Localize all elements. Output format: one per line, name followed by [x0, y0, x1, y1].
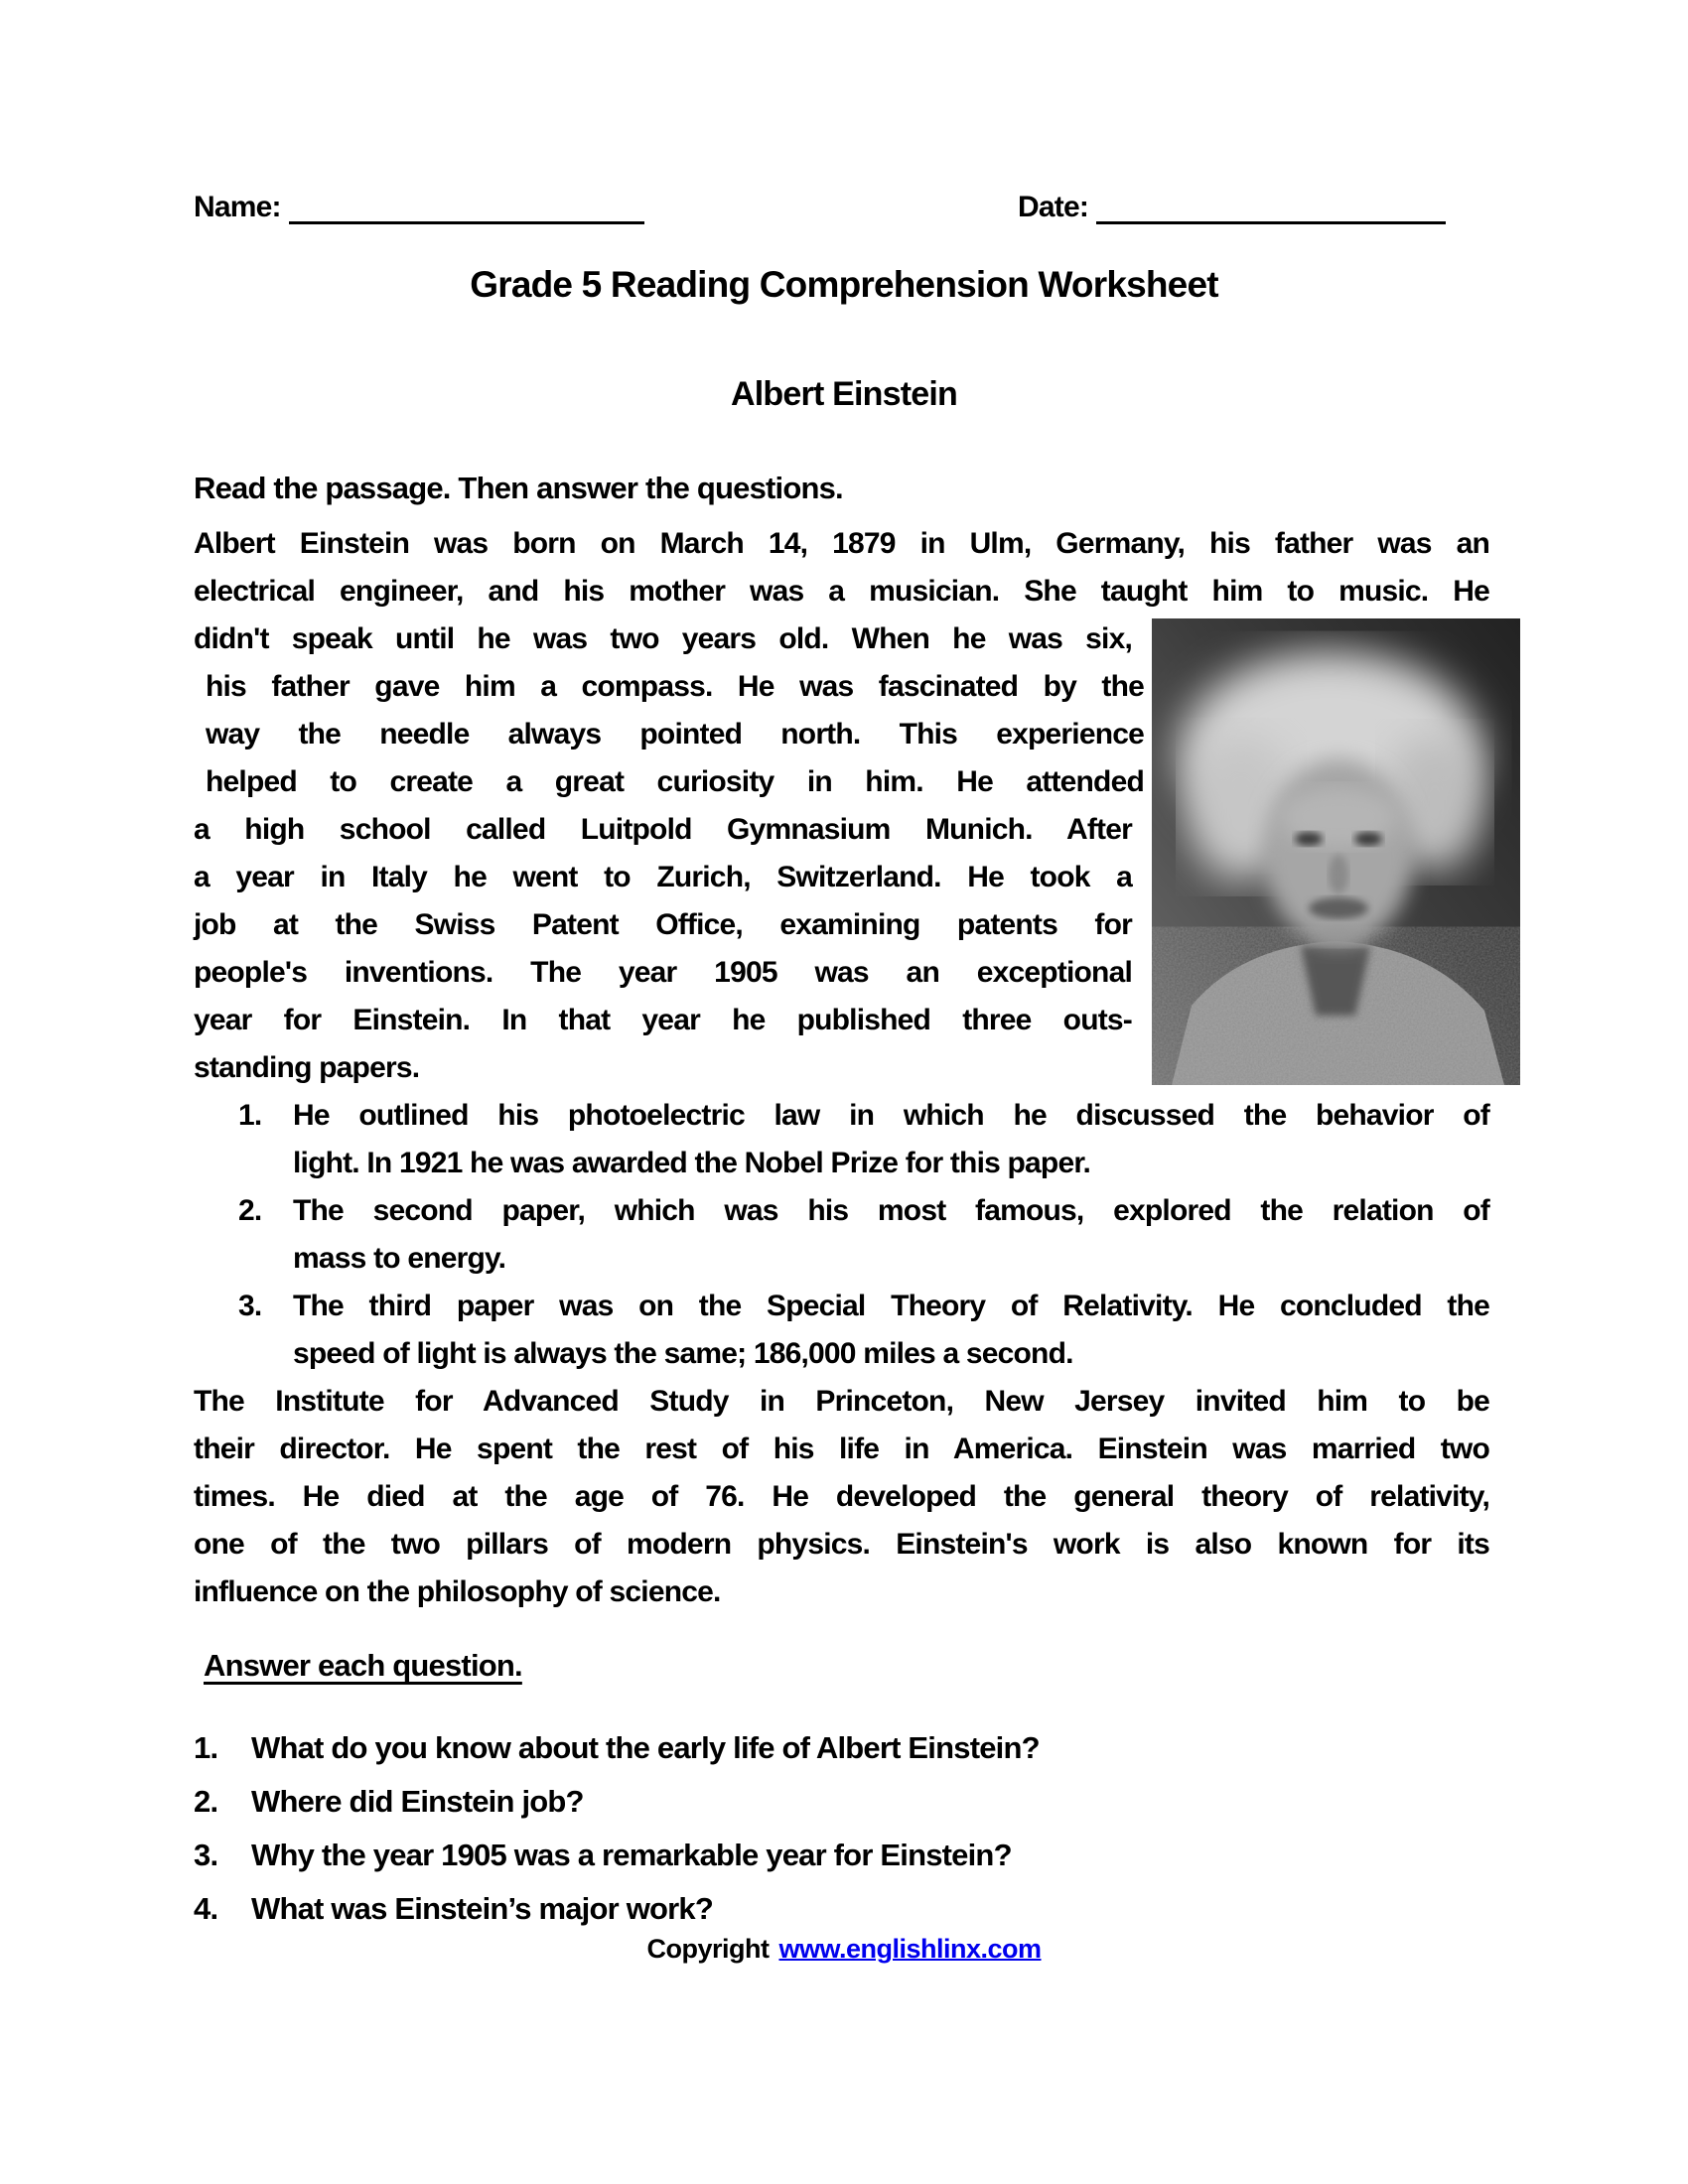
copyright-line: [0, 1934, 1688, 1965]
passage-line: helped to create a great curiosity in him. He attended: [206, 765, 1144, 798]
page-title: Grade 5 Reading Comprehension Worksheet: [470, 264, 1218, 305]
paragraph-line: times. He died at the age of 76. He developed the general theory of relativity,: [194, 1480, 1489, 1513]
passage-instruction: Read the passage. Then answer the questions.: [194, 471, 843, 505]
passage-line: job at the Swiss Patent Office, examining patents for: [194, 908, 1132, 941]
list-item-number: 1.: [238, 1099, 262, 1132]
list-item-line: [194, 1283, 1489, 1330]
paragraph-line: influence on the philosophy of science.: [194, 1575, 721, 1608]
name-label: Name:: [194, 191, 281, 223]
question-text: Why the year 1905 was a remarkable year for Einstein?: [251, 1838, 1012, 1872]
date-blank-line: [1096, 192, 1446, 224]
list-item-line: [194, 1140, 1489, 1187]
question-number: 2.: [194, 1784, 218, 1819]
list-item-number: 3.: [238, 1290, 262, 1322]
list-item-line: [194, 1187, 1489, 1235]
questions-list: [194, 1721, 1489, 1936]
passage-line: a year in Italy he went to Zurich, Switzerland. He took a: [194, 861, 1132, 893]
question-row: [194, 1829, 1489, 1882]
paragraph-line: The Institute for Advanced Study in Princeton, New Jersey invited him to be: [194, 1385, 1489, 1418]
name-blank-line: [289, 192, 644, 224]
list-item-text: The second paper, which was his most famous, explored the relation of: [293, 1194, 1489, 1227]
list-item-number: 2.: [238, 1194, 262, 1227]
question-text: Where did Einstein job?: [251, 1784, 584, 1819]
einstein-portrait-photo: [1152, 618, 1520, 1085]
closing-paragraph: [194, 1378, 1489, 1616]
question-text: What do you know about the early life of Albert Einstein?: [251, 1730, 1040, 1765]
list-item-line: [194, 1235, 1489, 1283]
list-item-line: [194, 1330, 1489, 1378]
passage-line: standing papers.: [194, 1051, 420, 1084]
answer-section-heading: Answer each question.: [204, 1648, 522, 1683]
list-item-text: speed of light is always the same; 186,000 miles a second.: [293, 1337, 1073, 1370]
papers-list: [194, 1092, 1489, 1378]
page-subtitle: Albert Einstein: [731, 375, 957, 413]
passage-line: people's inventions. The year 1905 was an exceptional: [194, 956, 1132, 989]
paragraph-line: their director. He spent the rest of his life in America. Einstein was married two: [194, 1433, 1489, 1465]
question-number: 3.: [194, 1838, 218, 1872]
copyright-link[interactable]: www.englishlinx.com: [778, 1934, 1042, 1964]
question-row: [194, 1775, 1489, 1829]
list-item-text: He outlined his photoelectric law in which he discussed the behavior of: [293, 1099, 1489, 1132]
date-field: [1018, 191, 1446, 224]
passage-line: way the needle always pointed north. This experience: [206, 718, 1144, 751]
copyright-label: Copyright: [646, 1934, 770, 1964]
passage-line: didn't speak until he was two years old. When he was six,: [194, 622, 1132, 655]
name-field: [194, 191, 644, 224]
date-label: Date:: [1018, 191, 1089, 223]
passage-line: his father gave him a compass. He was fascinated by the: [206, 670, 1144, 703]
list-item-line: [194, 1092, 1489, 1140]
passage: [194, 520, 1489, 1092]
question-row: [194, 1882, 1489, 1936]
paragraph-line: one of the two pillars of modern physics. Einstein's work is also known for its: [194, 1528, 1489, 1561]
list-item-text: mass to energy.: [293, 1242, 506, 1275]
question-number: 4.: [194, 1891, 218, 1926]
question-row: [194, 1721, 1489, 1775]
question-text: What was Einstein’s major work?: [251, 1891, 713, 1926]
list-item-text: The third paper was on the Special Theory of Relativity. He concluded the: [293, 1290, 1489, 1322]
passage-line: electrical engineer, and his mother was a musician. She taught him to music. He: [194, 575, 1489, 608]
passage-line: Albert Einstein was born on March 14, 1879 in Ulm, Germany, his father was an: [194, 527, 1489, 560]
passage-line: a high school called Luitpold Gymnasium Munich. After: [194, 813, 1132, 846]
passage-line: year for Einstein. In that year he published three outs-: [194, 1004, 1132, 1036]
list-item-text: light. In 1921 he was awarded the Nobel Prize for this paper.: [293, 1147, 1091, 1179]
question-number: 1.: [194, 1730, 218, 1765]
